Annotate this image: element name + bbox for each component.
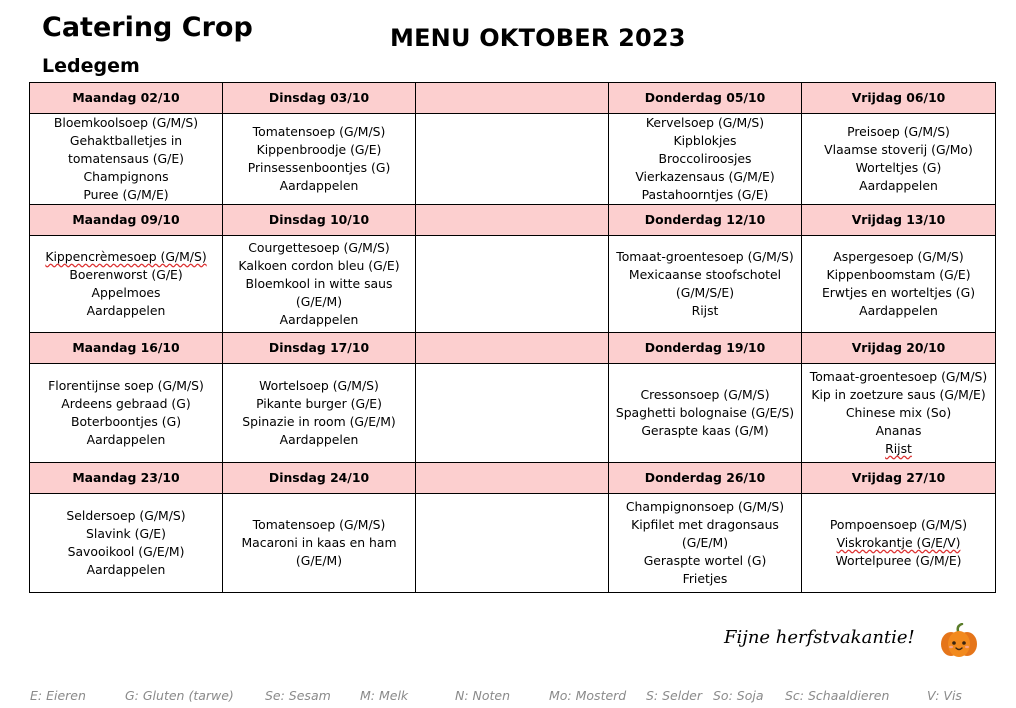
day-header: Dinsdag 10/10 [223,205,416,236]
menu-item: Bloemkool in witte saus [245,276,393,291]
day-menu-cell [223,364,416,463]
day-menu-cell [30,114,223,205]
menu-item: Ananas [875,423,922,438]
day-header: Donderdag 26/10 [609,463,802,494]
week-2-header-row [30,205,996,236]
menu-item: Seldersoep (G/M/S) [66,508,186,523]
menu-item: Tomaat-groentesoep (G/M/S) [616,249,794,264]
menu-item: Gehaktballetjes in [69,133,183,148]
day-menu-cell [802,114,996,205]
legend-item: M: Melk [360,688,409,703]
menu-item: Vlaamse stoverij (G/Mo) [824,142,973,157]
legend-item: Sc: Schaaldieren [785,688,890,703]
menu-item: Aspergesoep (G/M/S) [833,249,964,264]
day-header: Vrijdag 27/10 [802,463,996,494]
menu-item: Savooikool (G/E/M) [67,544,185,559]
menu-item: Tomatensoep (G/M/S) [252,124,386,139]
day-header-empty [416,205,609,236]
menu-item: Pikante burger (G/E) [256,396,382,411]
menu-item: Viskrokantje (G/E/V) [836,535,961,550]
menu-item: Champignonsoep (G/M/S) [625,499,785,514]
day-menu-cell [609,494,802,593]
day-menu-cell-empty [416,236,609,333]
legend-item: Mo: Mosterd [549,688,627,703]
day-menu-cell-empty [416,114,609,205]
menu-item: Ardeens gebraad (G) [61,396,191,411]
menu-item: Frietjes [682,571,728,586]
week-1-header-row [30,83,996,114]
menu-item: Kip in zoetzure saus (G/M/E) [811,387,986,402]
menu-item: Boterboontjes (G) [70,414,182,429]
farewell-message: Fijne herfstvakantie! [724,627,915,648]
menu-item: Appelmoes [91,285,161,300]
menu-title: MENU OKTOBER 2023 [390,24,686,52]
day-menu-cell [802,364,996,463]
day-header: Vrijdag 13/10 [802,205,996,236]
menu-item: Prinsessenboontjes (G) [247,160,391,175]
menu-item: Chinese mix (So) [845,405,952,420]
menu-item: Courgettesoep (G/M/S) [248,240,390,255]
menu-item: Spaghetti bolognaise (G/E/S) [615,405,795,420]
menu-item: tomatensaus (G/E) [67,151,184,166]
menu-item: Kalkoen cordon bleu (G/E) [238,258,400,273]
day-header: Vrijdag 20/10 [802,333,996,364]
menu-item: Aardappelen [859,178,938,193]
menu-item: Bloemkoolsoep (G/M/S) [53,115,199,130]
legend-item: So: Soja [713,688,764,703]
week-3-menu-row [30,364,996,463]
menu-item: Slavink (G/E) [86,526,166,541]
day-menu-cell [30,494,223,593]
menu-item: Aardappelen [86,303,166,318]
menu-item: Aardappelen [279,312,359,327]
menu-item: Aardappelen [279,178,359,193]
day-menu-cell [609,114,802,205]
day-menu-cell [223,114,416,205]
legend-item: E: Eieren [30,688,86,703]
week-4-menu-row [30,494,996,593]
day-menu-cell-empty [416,494,609,593]
menu-item: Kipfilet met dragonsaus [631,517,779,532]
day-menu-cell [802,494,996,593]
menu-item: Mexicaanse stoofschotel [628,267,782,282]
menu-item: Kervelsoep (G/M/S) [645,115,765,130]
day-menu-cell [609,364,802,463]
day-menu-cell [223,236,416,333]
menu-item: Preisoep (G/M/S) [847,124,950,139]
week-2-menu-row [30,236,996,333]
legend-item: G: Gluten (tarwe) [125,688,234,703]
day-header: Dinsdag 17/10 [223,333,416,364]
day-header: Vrijdag 06/10 [802,83,996,114]
menu-item: Aardappelen [859,303,938,318]
day-header: Donderdag 12/10 [609,205,802,236]
legend-item: S: Selder [646,688,702,703]
menu-item: Cressonsoep (G/M/S) [640,387,770,402]
day-header: Maandag 02/10 [30,83,223,114]
menu-item: Tomaat-groentesoep (G/M/S) [809,369,988,384]
day-header: Donderdag 05/10 [609,83,802,114]
day-header: Maandag 23/10 [30,463,223,494]
menu-item: Vierkazensaus (G/M/E) [635,169,775,184]
menu-item: Rijst [691,303,719,318]
pumpkin-icon [939,623,979,659]
day-header: Donderdag 19/10 [609,333,802,364]
day-header-empty [416,333,609,364]
menu-item: Aardappelen [279,432,359,447]
location-name: Ledegem [42,55,140,77]
menu-item: Rijst [885,441,912,456]
day-header-empty [416,463,609,494]
menu-item: Kippenbroodje (G/E) [256,142,382,157]
menu-item: Puree (G/M/E) [83,187,169,202]
day-header: Dinsdag 03/10 [223,83,416,114]
menu-item: (G/E/M) [295,553,343,568]
menu-item: Pompoensoep (G/M/S) [829,517,968,532]
week-3-header-row [30,333,996,364]
menu-item: Pastahoorntjes (G/E) [641,187,769,202]
menu-item: (G/E/M) [681,535,729,550]
menu-item: Aardappelen [86,432,166,447]
day-menu-cell-empty [416,364,609,463]
menu-item: Wortelsoep (G/M/S) [259,378,379,393]
menu-item: Kippenboomstam (G/E) [826,267,971,282]
menu-item: Geraspte kaas (G/M) [641,423,769,438]
menu-item: Tomatensoep (G/M/S) [252,517,386,532]
menu-item: Spinazie in room (G/E/M) [242,414,396,429]
menu-table [29,82,996,593]
legend-item: Se: Sesam [265,688,331,703]
menu-item: Macaroni in kaas en ham [241,535,397,550]
menu-item: Champignons [83,169,169,184]
legend-item: N: Noten [455,688,511,703]
legend-item: V: Vis [927,688,962,703]
day-header: Maandag 16/10 [30,333,223,364]
menu-item: Kipblokjes [673,133,737,148]
menu-item: (G/E/M) [295,294,343,309]
day-menu-cell [609,236,802,333]
day-header: Dinsdag 24/10 [223,463,416,494]
menu-item: Erwtjes en worteltjes (G) [821,285,976,300]
menu-item: Worteltjes (G) [855,160,942,175]
week-1-menu-row [30,114,996,205]
allergen-legend [30,688,1000,706]
day-menu-cell [30,236,223,333]
menu-item: Florentijnse soep (G/M/S) [48,378,204,393]
day-header: Maandag 09/10 [30,205,223,236]
day-header-empty [416,83,609,114]
week-4-header-row [30,463,996,494]
day-menu-cell [802,236,996,333]
day-menu-cell [223,494,416,593]
day-menu-cell [30,364,223,463]
menu-item: (G/M/S/E) [675,285,735,300]
menu-item: Kippencrèmesoep (G/M/S) [45,249,207,264]
menu-item: Boerenworst (G/E) [69,267,183,282]
menu-item: Wortelpuree (G/M/E) [835,553,962,568]
company-name: Catering Crop [42,12,253,43]
menu-item: Aardappelen [86,562,166,577]
menu-item: Geraspte wortel (G) [643,553,767,568]
menu-item: Broccoliroosjes [658,151,752,166]
